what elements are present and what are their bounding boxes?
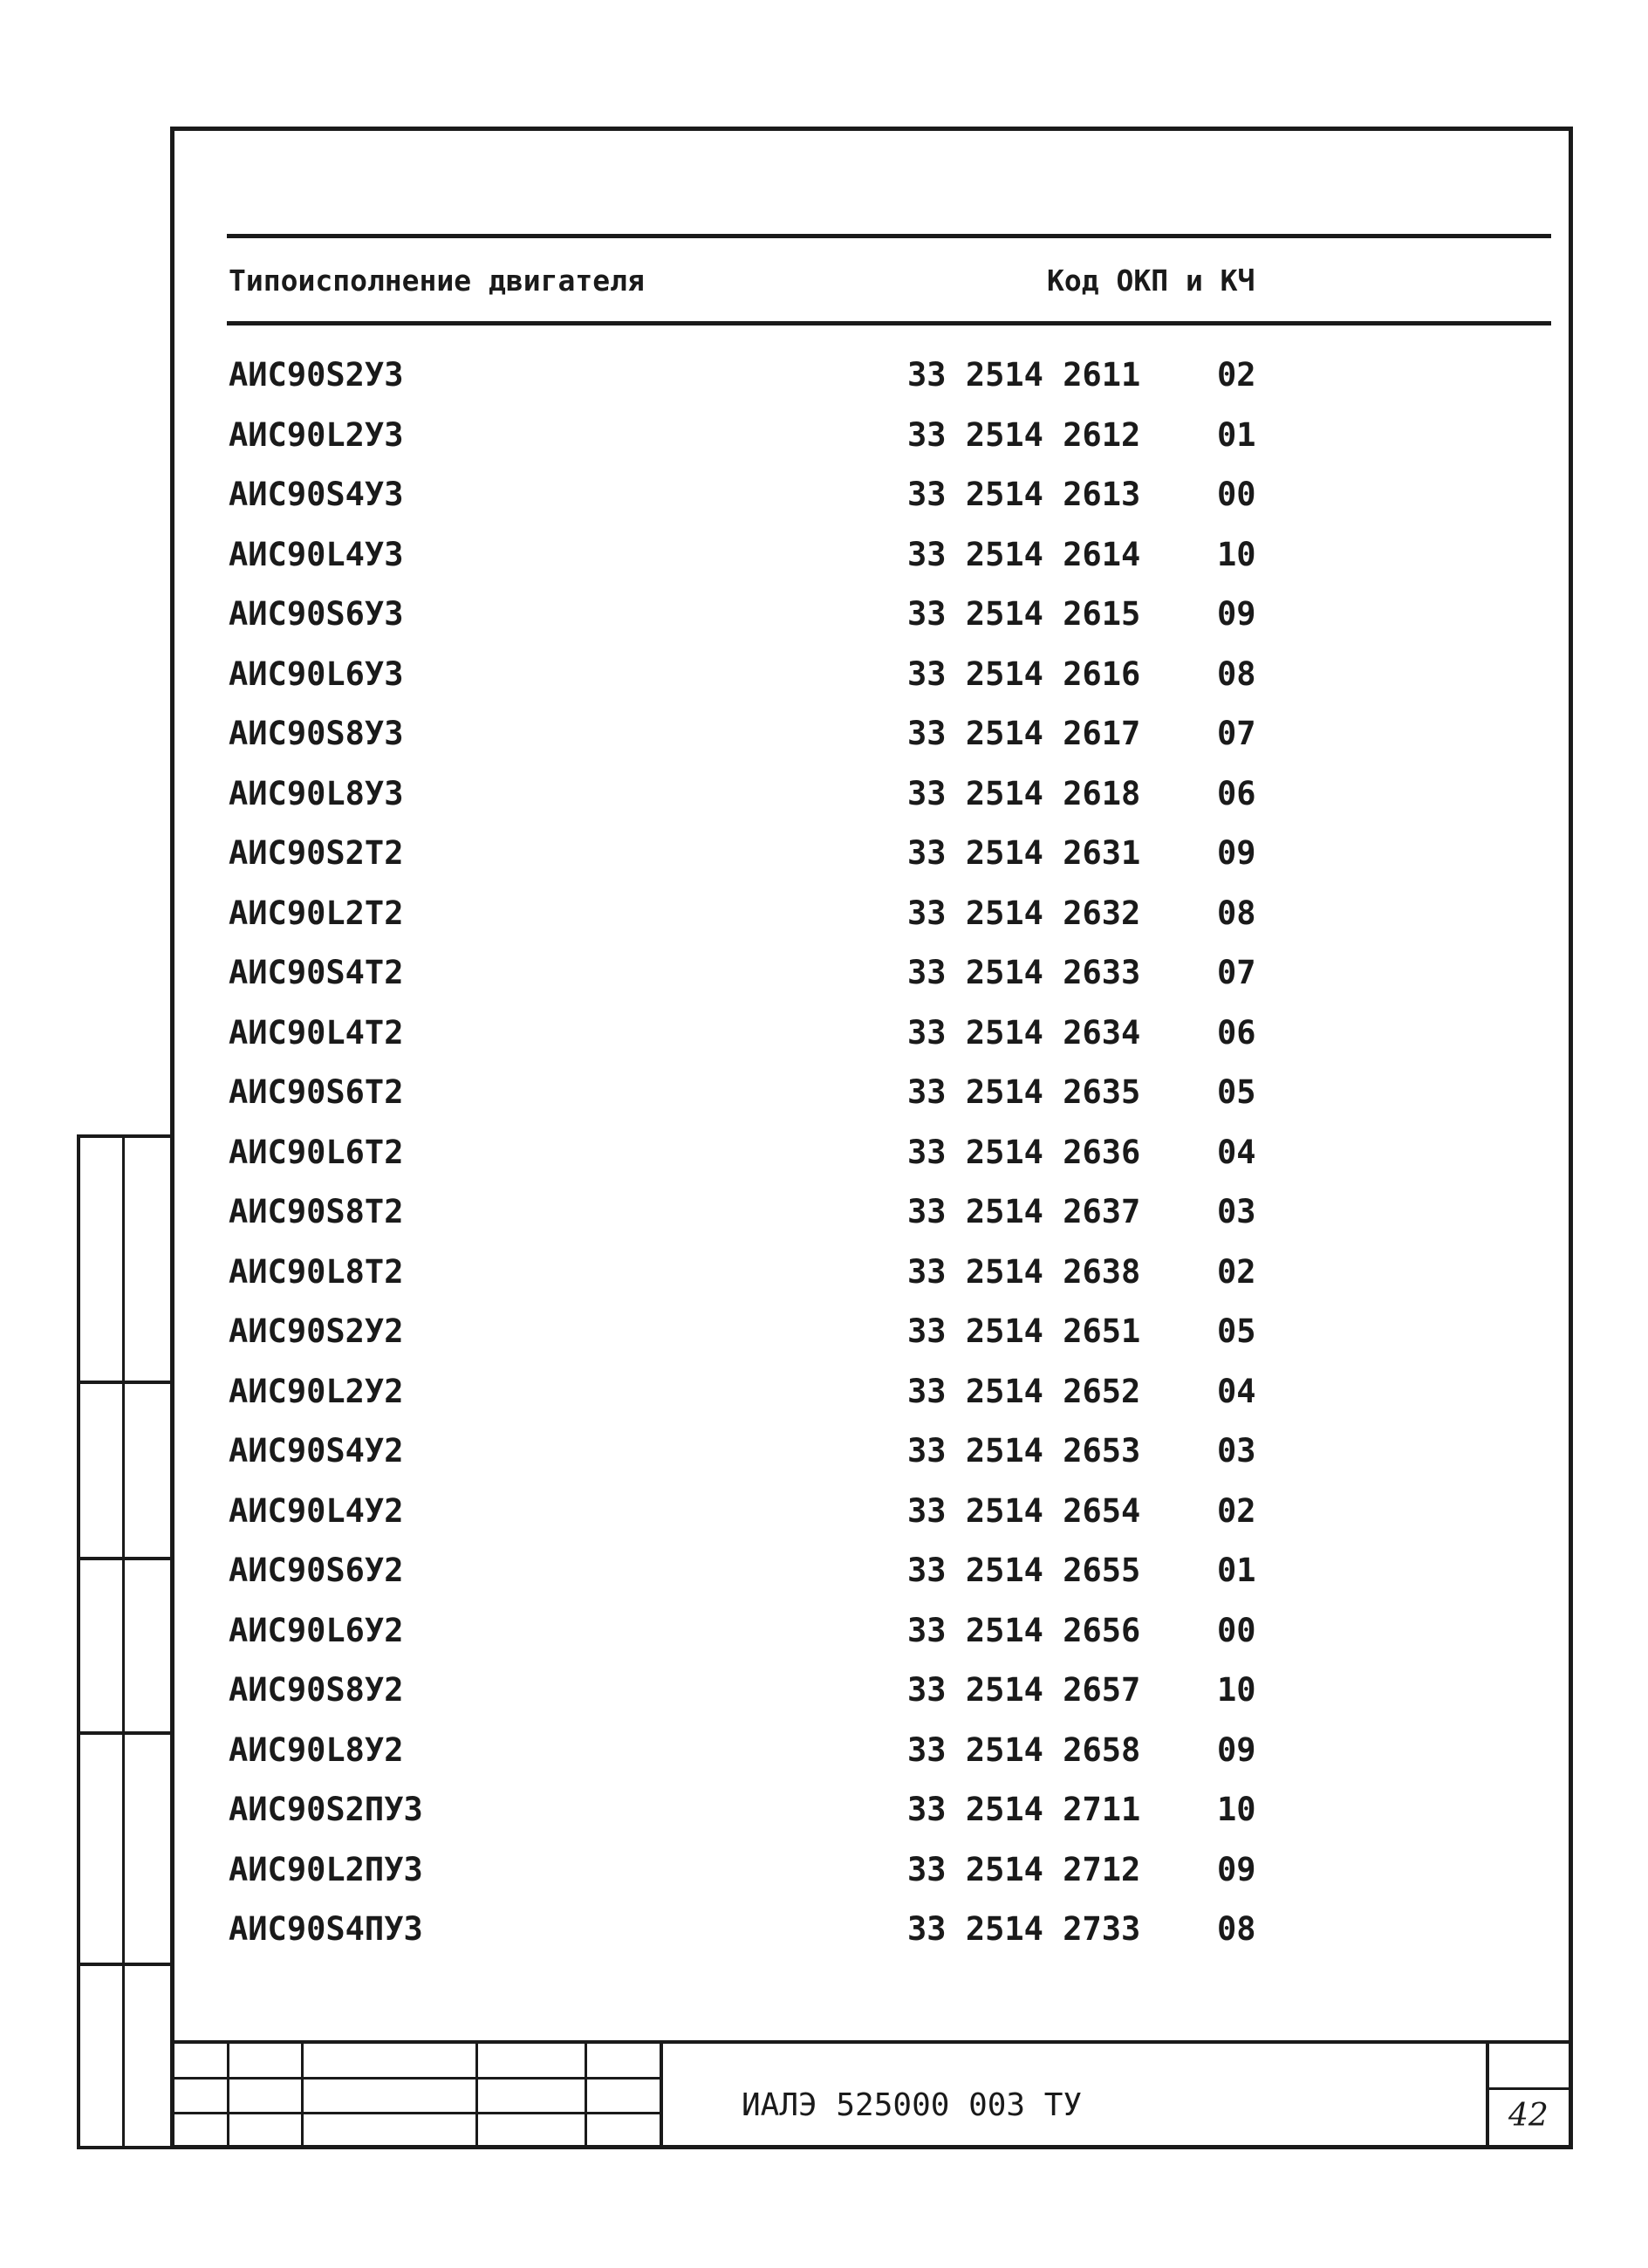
okp-code: 33 2514 2631 — [907, 834, 1141, 872]
control-number: 09 — [1217, 1850, 1256, 1888]
table-row — [174, 470, 1569, 531]
margin-strip-rule — [80, 1381, 170, 1384]
okp-code: 33 2514 2733 — [907, 1910, 1141, 1948]
table-row — [174, 1487, 1569, 1547]
sheet-number-rule — [1489, 2087, 1569, 2090]
okp-code: 33 2514 2634 — [907, 1013, 1141, 1052]
motor-type: АИС90S4ПУ3 — [229, 1910, 423, 1948]
table-row — [174, 709, 1569, 770]
okp-code: 33 2514 2653 — [907, 1432, 1141, 1470]
motor-type: АИС90L4У3 — [229, 535, 404, 573]
okp-code: 33 2514 2616 — [907, 654, 1141, 693]
column-header-type: Типоисполнение двигателя — [229, 264, 645, 298]
control-number: 02 — [1217, 356, 1256, 394]
control-number: 04 — [1217, 1133, 1256, 1171]
control-number: 10 — [1217, 1791, 1256, 1828]
table-row — [174, 1785, 1569, 1846]
title-block-rule — [174, 2077, 663, 2080]
table-row — [174, 1726, 1569, 1786]
margin-strip-rule — [80, 1557, 170, 1560]
motor-type: АИС90S2Т2 — [229, 834, 404, 872]
motor-type: АИС90L8У3 — [229, 774, 404, 812]
motor-type: АИС90S6Т2 — [229, 1073, 404, 1111]
title-block-rule — [227, 2044, 229, 2145]
motor-type: АИС90S8У3 — [229, 715, 404, 752]
control-number: 03 — [1217, 1432, 1256, 1470]
header-rule-bottom — [227, 321, 1551, 325]
control-number: 09 — [1217, 595, 1256, 633]
control-number: 05 — [1217, 1312, 1256, 1350]
table-row — [174, 650, 1569, 710]
table-row — [174, 889, 1569, 949]
motor-type: АИС90L8Т2 — [229, 1252, 404, 1291]
control-number: 01 — [1217, 415, 1256, 454]
motor-type: АИС90S6У2 — [229, 1552, 404, 1589]
okp-code: 33 2514 2614 — [907, 535, 1141, 573]
motor-type: АИС90S2У3 — [229, 356, 404, 394]
table-row — [174, 1846, 1569, 1906]
motor-type: АИС90L2У3 — [229, 415, 404, 454]
motor-type: АИС90L2ПУ3 — [229, 1850, 423, 1888]
motor-type: АИС90L8У2 — [229, 1730, 404, 1769]
okp-code: 33 2514 2658 — [907, 1730, 1141, 1769]
table-row — [174, 351, 1569, 411]
title-block-rule — [585, 2044, 587, 2145]
okp-code: 33 2514 2638 — [907, 1252, 1141, 1291]
control-number: 06 — [1217, 1013, 1256, 1052]
control-number: 08 — [1217, 654, 1256, 693]
control-number: 03 — [1217, 1193, 1256, 1230]
motor-type: АИС90L2Т2 — [229, 894, 404, 932]
control-number: 01 — [1217, 1552, 1256, 1589]
control-number: 08 — [1217, 1910, 1256, 1948]
control-number: 04 — [1217, 1372, 1256, 1410]
control-number: 09 — [1217, 834, 1256, 872]
control-number: 00 — [1217, 476, 1256, 513]
okp-code: 33 2514 2655 — [907, 1552, 1141, 1589]
table-row — [174, 531, 1569, 591]
table-row — [174, 1367, 1569, 1428]
control-number: 00 — [1217, 1611, 1256, 1649]
okp-code: 33 2514 2651 — [907, 1312, 1141, 1350]
table-row — [174, 1128, 1569, 1189]
okp-code: 33 2514 2612 — [907, 415, 1141, 454]
title-block-grid — [174, 2044, 663, 2145]
control-number: 02 — [1217, 1491, 1256, 1530]
table-row — [174, 1905, 1569, 1965]
okp-code: 33 2514 2652 — [907, 1372, 1141, 1410]
motor-type: АИС90S4У3 — [229, 476, 404, 513]
sheet-number: 42 — [1508, 2098, 1549, 2134]
motor-type: АИС90S8Т2 — [229, 1193, 404, 1230]
motor-type: АИС90S2ПУ3 — [229, 1791, 423, 1828]
document-sheet — [170, 127, 1573, 2149]
table-row — [174, 949, 1569, 1009]
control-number: 10 — [1217, 1671, 1256, 1709]
motor-type: АИС90L4У2 — [229, 1491, 404, 1530]
table-row — [174, 829, 1569, 889]
motor-type: АИС90L6Т2 — [229, 1133, 404, 1171]
table-row — [174, 1009, 1569, 1069]
table-row — [174, 1666, 1569, 1726]
table-row — [174, 1546, 1569, 1607]
motor-type: АИС90S2У2 — [229, 1312, 404, 1350]
table-row — [174, 1307, 1569, 1367]
control-number: 07 — [1217, 954, 1256, 991]
control-number: 02 — [1217, 1252, 1256, 1291]
table-row — [174, 411, 1569, 471]
okp-code: 33 2514 2635 — [907, 1073, 1141, 1111]
okp-code: 33 2514 2632 — [907, 894, 1141, 932]
motor-type: АИС90L4Т2 — [229, 1013, 404, 1052]
title-block-rule — [475, 2044, 478, 2145]
table-row — [174, 1188, 1569, 1248]
motor-type: АИС90L6У2 — [229, 1611, 404, 1649]
motor-type: АИС90L6У3 — [229, 654, 404, 693]
table-row — [174, 1427, 1569, 1487]
control-number: 09 — [1217, 1730, 1256, 1769]
column-header-code: Код ОКП и КЧ — [1047, 264, 1255, 298]
document-code: ИАЛЭ 525000 003 ТУ — [742, 2087, 1083, 2123]
title-block — [174, 2040, 1569, 2145]
okp-code: 33 2514 2615 — [907, 595, 1141, 633]
okp-code: 33 2514 2712 — [907, 1850, 1141, 1888]
control-number: 07 — [1217, 715, 1256, 752]
margin-strip-rule — [80, 1731, 170, 1735]
motor-type: АИС90S4Т2 — [229, 954, 404, 991]
okp-code: 33 2514 2618 — [907, 774, 1141, 812]
table-row — [174, 1607, 1569, 1667]
motor-type: АИС90S4У2 — [229, 1432, 404, 1470]
left-margin-strip — [77, 1134, 170, 2149]
table-row — [174, 770, 1569, 830]
control-number: 10 — [1217, 535, 1256, 573]
okp-code: 33 2514 2636 — [907, 1133, 1141, 1171]
header-rule-top — [227, 234, 1551, 238]
okp-code: 33 2514 2633 — [907, 954, 1141, 991]
okp-code: 33 2514 2656 — [907, 1611, 1141, 1649]
table-row — [174, 1248, 1569, 1308]
okp-code: 33 2514 2617 — [907, 715, 1141, 752]
margin-strip-rule — [80, 1963, 170, 1966]
motor-type: АИС90L2У2 — [229, 1372, 404, 1410]
table-row — [174, 590, 1569, 650]
title-block-rule — [174, 2112, 663, 2114]
table-row — [174, 1068, 1569, 1128]
control-number: 05 — [1217, 1073, 1256, 1111]
okp-code: 33 2514 2654 — [907, 1491, 1141, 1530]
okp-code: 33 2514 2611 — [907, 356, 1141, 394]
margin-strip-rule — [122, 1138, 125, 2146]
okp-code: 33 2514 2637 — [907, 1193, 1141, 1230]
motor-code-table — [174, 351, 1569, 1965]
okp-code: 33 2514 2657 — [907, 1671, 1141, 1709]
control-number: 08 — [1217, 894, 1256, 932]
okp-code: 33 2514 2613 — [907, 476, 1141, 513]
motor-type: АИС90S8У2 — [229, 1671, 404, 1709]
okp-code: 33 2514 2711 — [907, 1791, 1141, 1828]
motor-type: АИС90S6У3 — [229, 595, 404, 633]
sheet-number-box — [1486, 2044, 1569, 2145]
control-number: 06 — [1217, 774, 1256, 812]
title-block-rule — [301, 2044, 304, 2145]
